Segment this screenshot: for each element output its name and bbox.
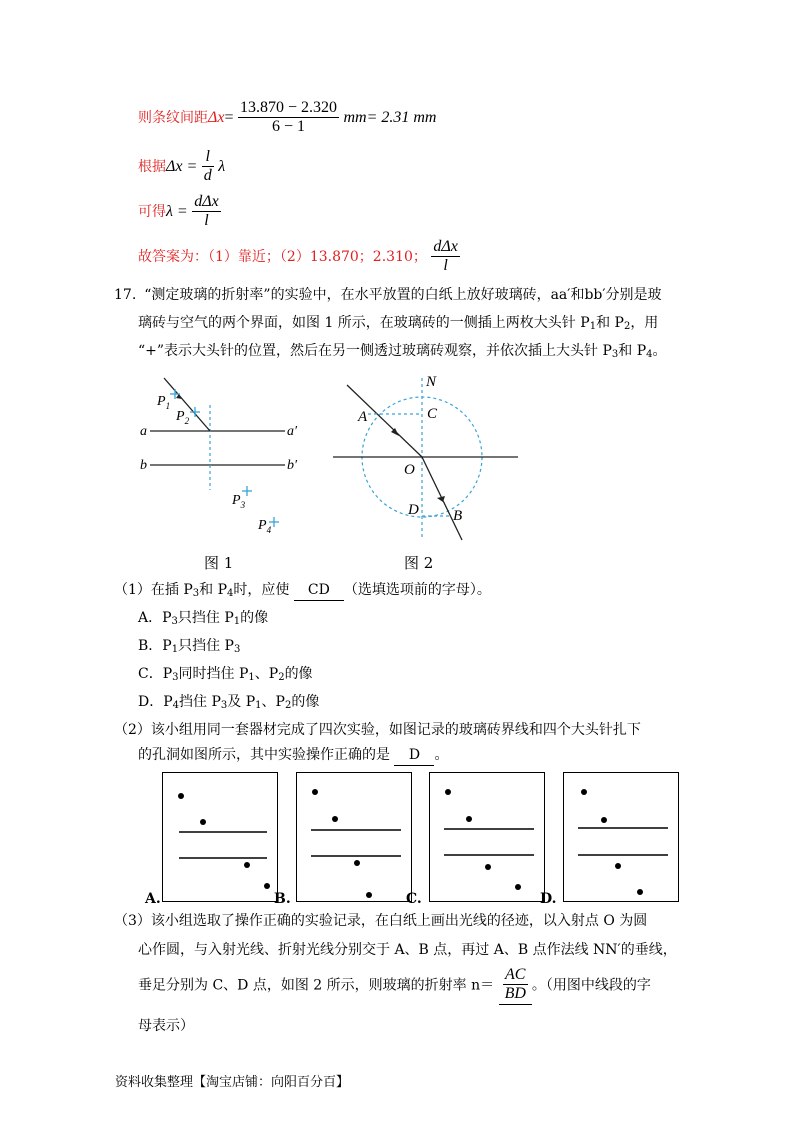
option-box-c (429, 772, 545, 902)
part3-answer-denominator: BD (504, 985, 526, 1003)
option-box-d (563, 772, 679, 902)
part3-line1: （3）该小组选取了操作正确的实验记录，在白纸上画出光线的径迹，以入射点 O 为圆 (114, 913, 648, 929)
part1-question: （1）在插 $P_3$和 $P_4$时，应使 CD （选填选项前的字母）。 (114, 582, 491, 599)
part1-option-b: B．$P_1$只挡住 $P_3$ (138, 638, 241, 655)
derive-denominator: l (204, 212, 209, 230)
label-a: a (140, 424, 147, 439)
option-box-b (296, 772, 412, 902)
q17-stem-line3: “+”表示大头针的位置，然后在另一侧透过玻璃砖观察，并依次插上大头针 $P_3$和 $P_4$。 (138, 343, 667, 360)
label-p4: $P_4$ (258, 518, 272, 535)
incident-arrow (176, 394, 182, 399)
option-box-a (162, 772, 278, 902)
fringe-unit: mm (343, 108, 367, 126)
label-C: C (427, 406, 438, 422)
part3-answer-numerator: AC (503, 966, 528, 985)
derive-fraction (192, 193, 221, 231)
footer-text: 资料收集整理【淘宝店铺：向阳百分百】 (115, 1075, 350, 1090)
option-label-a: A. (145, 891, 161, 907)
label-p3: $P_3$ (232, 493, 246, 510)
label-p1: $P_1$ (157, 394, 171, 411)
part3-line4: 母表示） (138, 1018, 194, 1034)
label-a-prime: a′ (287, 424, 298, 439)
part1-option-d: D．$P_4$挡住 $P_3$及 $P_1$、$P_2$的像 (138, 694, 320, 711)
figure-1 (130, 372, 320, 552)
part2-line1: （2）该小组用同一套器材完成了四次实验，如图记录的玻璃砖界线和四个大头针扎下 (114, 722, 641, 738)
part3-line3: 垂足分别为 C、D 点，如图 2 所示，则玻璃的折射率 n＝ $\frac{AC}{BD}$ 。（用图中线段的字 (138, 966, 651, 1005)
option-label-d: D. (540, 891, 557, 907)
answer-denominator: l (443, 257, 448, 275)
part1-option-a: A．$P_3$只挡住 $P_1$的像 (138, 610, 269, 627)
basis-label: 根据 (138, 158, 166, 175)
fringe-lhs: Δx (208, 108, 225, 126)
figure-2 (325, 368, 525, 546)
answer-label: 故答案为：（1）靠近；（2）13.870；2.310； (138, 248, 427, 265)
basis-rhs: λ (218, 157, 226, 175)
label-b: b (140, 458, 147, 473)
part3-line2: 心作圆，与入射光线、折射光线分别交于 A、B 点，再过 A、B 点作法线 NN′的垂线， (138, 942, 677, 958)
fringe-numerator: 13.870 − 2.320 (238, 99, 339, 118)
figure-2-caption: 图 2 (404, 554, 434, 572)
basis-denominator: d (203, 167, 212, 185)
derive-numerator: dΔx (192, 193, 221, 212)
label-D: D (408, 502, 419, 518)
answer-fraction (431, 238, 460, 276)
figure-1-caption: 图 1 (204, 554, 234, 572)
label-N: N (426, 374, 437, 390)
fringe-result: = 2.31 mm (366, 108, 437, 126)
part1-answer: CD (294, 580, 344, 601)
answer-numerator: dΔx (431, 238, 460, 257)
q17-number: 17. (114, 287, 137, 303)
basis-numerator: l (202, 148, 214, 167)
label-A: A (358, 409, 368, 425)
part2-answer: D (394, 745, 434, 766)
part1-option-c: C．$P_3$同时挡住 $P_1$、$P_2$的像 (138, 666, 313, 683)
option-label-b: B. (274, 891, 291, 907)
fringe-label: 则条纹间距 (138, 109, 208, 126)
option-label-c: C. (406, 891, 422, 907)
label-b-prime: b′ (287, 458, 298, 473)
derive-lhs: λ = (166, 202, 188, 220)
label-B: B (453, 508, 463, 524)
answer-line (138, 238, 460, 276)
fringe-fraction (238, 99, 339, 137)
derive-line (138, 193, 221, 231)
part2-line2: 的孔洞如图所示，其中实验操作正确的是 D 。 (138, 745, 448, 766)
basis-lhs: Δx = (166, 157, 198, 175)
label-p2: $P_2$ (176, 409, 190, 426)
basis-line (138, 148, 225, 186)
basis-fraction (202, 148, 214, 186)
derive-label: 可得 (138, 203, 166, 220)
label-O: O (404, 462, 415, 478)
fringe-denominator: 6 − 1 (271, 118, 306, 136)
part3-answer-fraction (499, 966, 532, 1005)
q17-stem-line1: 17. “测定玻璃的折射率”的实验中，在水平放置的白纸上放好玻璃砖，aa′和bb′分别是玻 (114, 287, 662, 303)
fringe-spacing-line: 则条纹间距Δx= $\frac{13.870 - 2.320}{6 - 1}$ mm= 2.31 mm (138, 99, 437, 136)
q17-stem-line2: 璃砖与空气的两个界面，如图 1 所示，在玻璃砖的一侧插上两枚大头针 $P_1$和 $P_2$，用 (138, 315, 659, 332)
